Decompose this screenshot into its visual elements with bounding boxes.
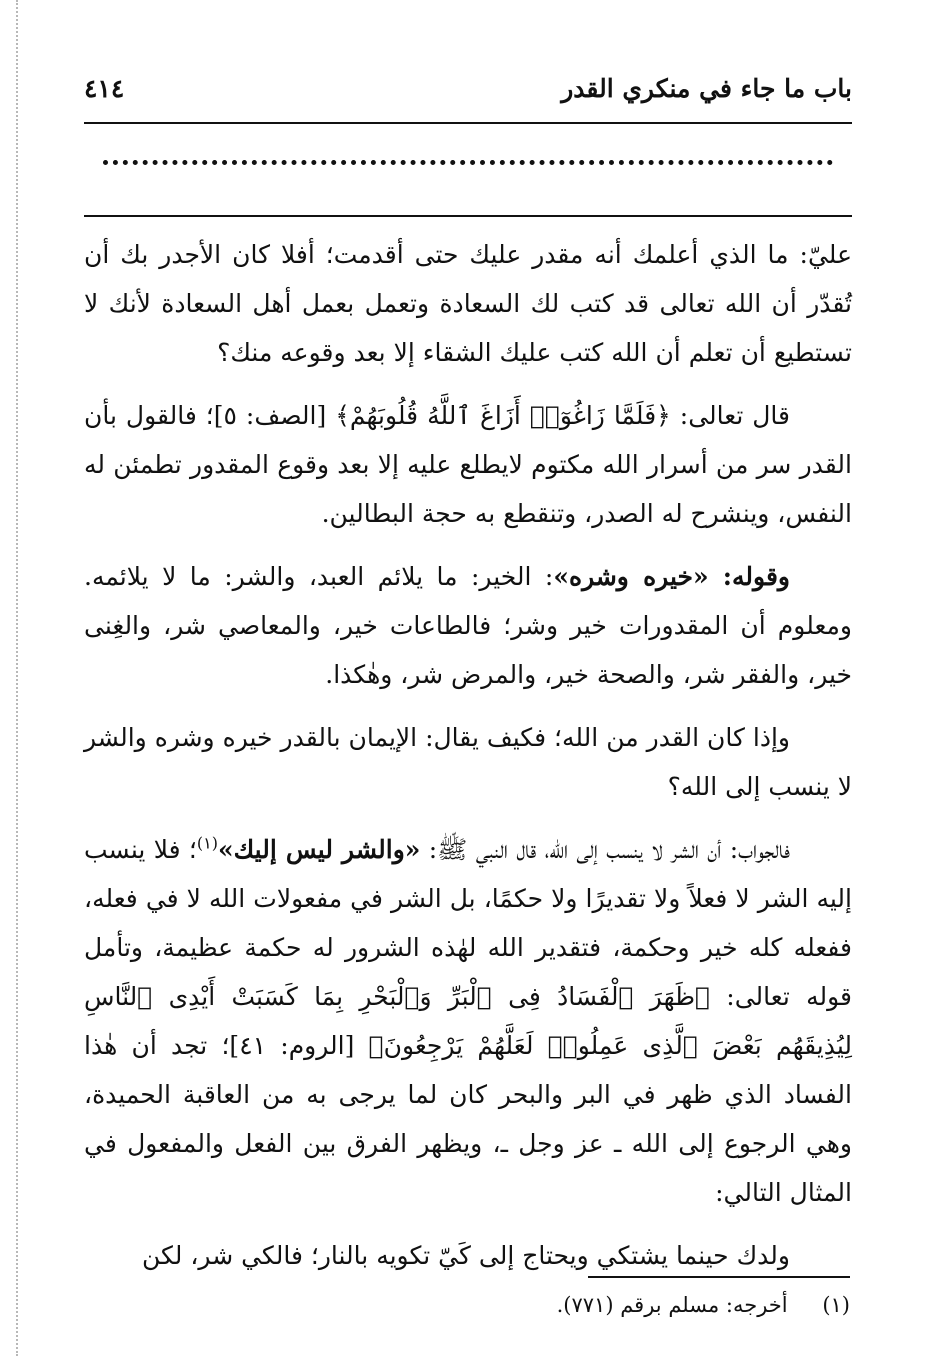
- chapter-title: باب ما جاء في منكري القدر: [561, 73, 852, 103]
- paragraph-3-text: : الخير: ما يلائم العبد، والشر: ما لا يلائمه. ومعلوم أن المقدورات خير وشر؛ فالطاعات خير، والمعاصي شر، والغِنى خير، والفقر شر، والصحة خير، والمرض شر، وهٰكذا.: [84, 562, 852, 689]
- omission-dots: [103, 160, 833, 165]
- paragraph-1: عليّ: ما الذي أعلمك أنه مقدر عليك حتى أقدمت؛ أفلا كان الأجدر بك أن تُقدّر أن الله تعالى قد كتب لك السعادة وتعمل بعمل أهل السعادة لأنك لا تستطيع أن تعلم أن الله كتب عليك الشقاء إلا بعد وقوعه منك؟: [84, 240, 852, 367]
- footnote-rule: [588, 1276, 850, 1278]
- page-number: ٤١٤: [84, 73, 125, 103]
- paragraph-5-intro: فالجواب: أن الشر لا ينسب إلى الله، قال النبي ﷺ:: [420, 835, 790, 864]
- paragraph-5: [84, 825, 852, 1217]
- header-rule: [84, 122, 852, 124]
- paragraph-6: ولدك حينما يشتكي ويحتاج إلى كَيّ تكويه بالنار؛ فالكي شر، لكن: [141, 1241, 790, 1270]
- footnote-text: أخرجه: مسلم برقم (٧٧١).: [556, 1293, 788, 1317]
- footnote: [84, 1290, 850, 1320]
- paragraph-5-text: ؛ فلا ينسب إليه الشر لا فعلاً ولا تقديرًا ولا حكمًا، بل الشر في مفعولات الله لا في فعله، ففعله كله خير وحكمة، فتقدير الله لهٰذه الشرور له حكمة عظيمة، وتأمل قوله تعالى: ﴿ظَهَرَ ٱلْفَسَادُ فِى ٱلْبَرِّ وَٱلْبَحْرِ بِمَا كَسَبَتْ أَيْدِى ٱلنَّاسِ لِيُذِيقَهُم بَعْضَ ٱلَّذِى عَمِلُوا۟ لَعَلَّهُمْ يَرْجِعُونَ﴾ [الروم: ٤١]؛ تجد أن هٰذا الفساد الذي ظهر في البر والبحر كان لما يرجى به من العاقبة الحميدة، وهي الرجوع إلى الله ـ عز وجل ـ، ويظهر الفرق بين الفعل والمفعول في المثال التالي:: [84, 835, 852, 1207]
- text-rule: [84, 215, 852, 217]
- paragraph-3: [84, 552, 852, 699]
- paragraph-4: وإذا كان القدر من الله؛ فكيف يقال: الإيمان بالقدر خيره وشره والشر لا ينسب إلى الله؟: [84, 723, 852, 801]
- commentary-lead: وقوله: «خيره وشره»: [553, 562, 790, 591]
- hadith-quote: «والشر ليس إليك»: [217, 835, 421, 864]
- paragraph-2: قال تعالى: ﴿فَلَمَّا زَاغُوٓا۟ أَزَاغَ ٱللَّهُ قُلُوبَهُمْ﴾ [الصف: ٥]؛ فالقول بأن القدر سر من أسرار الله مكتوم لايطلع عليه إلا بعد وقوع المقدور تطمئن له النفس، وينشرح له الصدر، وتنقطع به حجة البطالين.: [84, 401, 852, 528]
- footnote-reference: (١): [196, 833, 218, 853]
- running-header: [84, 68, 852, 108]
- footnote-number: (١): [822, 1293, 850, 1317]
- main-text: [84, 230, 852, 1294]
